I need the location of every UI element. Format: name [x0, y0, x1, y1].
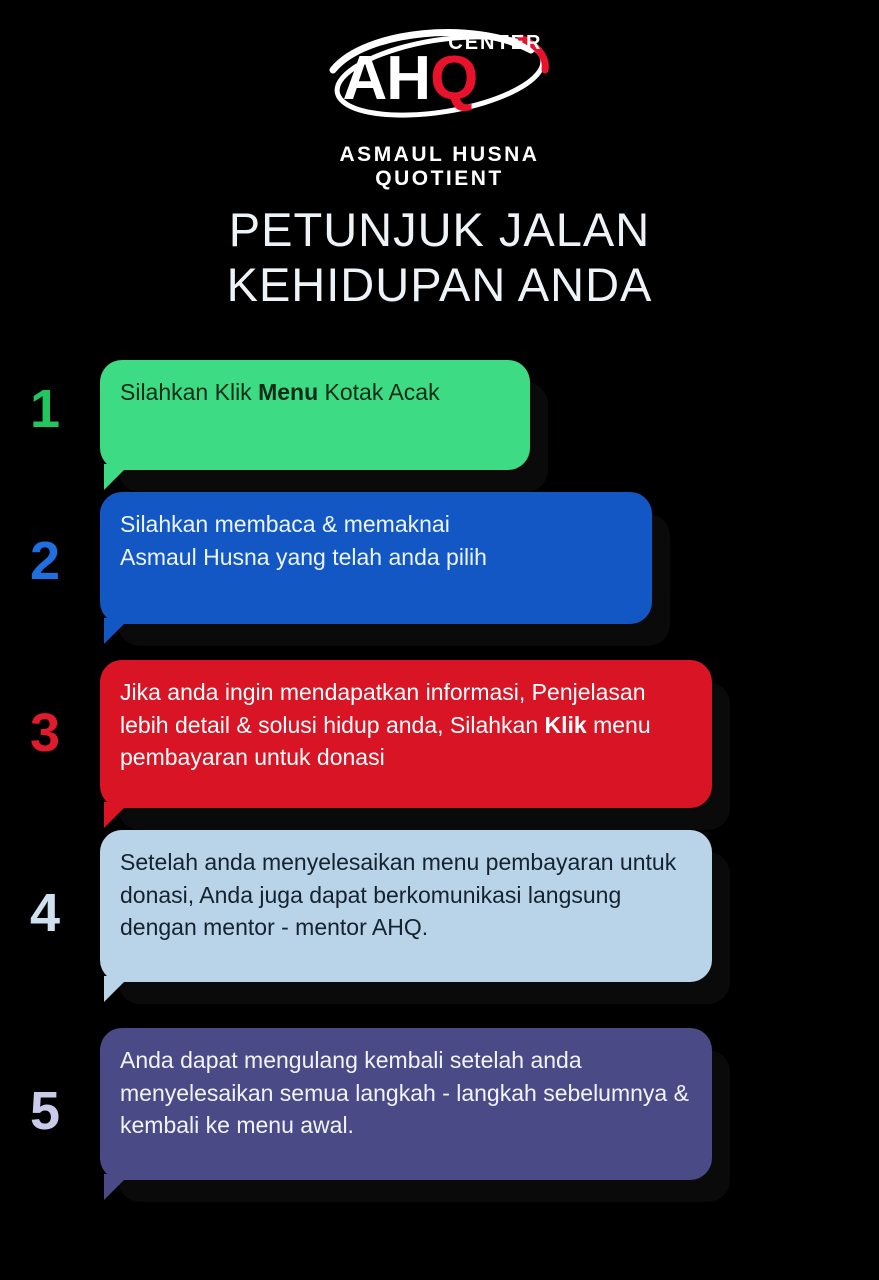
step-bubble: Anda dapat mengulang kembali setelah anda menyelesaikan semua langkah - langkah sebelumnya & kembali ke menu awal.: [100, 1028, 712, 1180]
step-number: 5: [30, 1081, 61, 1141]
step-bubble: Silahkan membaca & memaknai Asmaul Husna yang telah anda pilih: [100, 492, 652, 624]
logo-block: [0, 24, 879, 190]
logo-subtitle-line1: ASMAUL HUSNA: [339, 143, 540, 166]
steps-list: [0, 360, 879, 1141]
step-bubble: Setelah anda menyelesaikan menu pembayaran untuk donasi, Anda juga dapat berkomunikasi langsung dengan mentor - mentor AHQ.: [100, 830, 712, 982]
step-bubble-wrapper: [100, 360, 530, 510]
step-number: 1: [30, 379, 61, 439]
step-bubble-tail: [104, 464, 130, 490]
step-number: 4: [30, 883, 61, 943]
step-bubble: Jika anda ingin mendapatkan informasi, Penjelasan lebih detail & solusi hidup anda, Silahkan Klik menu pembayaran untuk donasi: [100, 660, 712, 808]
logo-wordmark: [342, 44, 478, 113]
logo-ah-text: AH: [342, 44, 431, 113]
step-bubble: Silahkan Klik Menu Kotak Acak: [100, 360, 530, 470]
logo-center-label: CENTER: [448, 32, 543, 54]
step-bubble-tail: [104, 976, 130, 1002]
page-title: [0, 202, 879, 313]
logo-q-text: Q: [430, 44, 478, 113]
step-bubble-tail: [104, 1174, 130, 1200]
logo-subtitle: [0, 143, 879, 190]
step-bubble-wrapper: [100, 492, 652, 664]
page-title-line2: KEHIDUPAN ANDA: [226, 258, 653, 312]
step-number: 3: [30, 703, 61, 763]
logo-subtitle-line2: QUOTIENT: [375, 166, 504, 190]
step-bubble-wrapper: [100, 660, 712, 848]
step-bubble-wrapper: [100, 1028, 712, 1220]
step-bubble-tail: [104, 802, 130, 828]
page-title-line1: PETUNJUK JALAN: [228, 203, 651, 256]
step-number: 2: [30, 531, 61, 591]
step-bubble-wrapper: [100, 830, 712, 1022]
ahq-logo-mark: [325, 24, 555, 134]
step-bubble-tail: [104, 618, 130, 644]
